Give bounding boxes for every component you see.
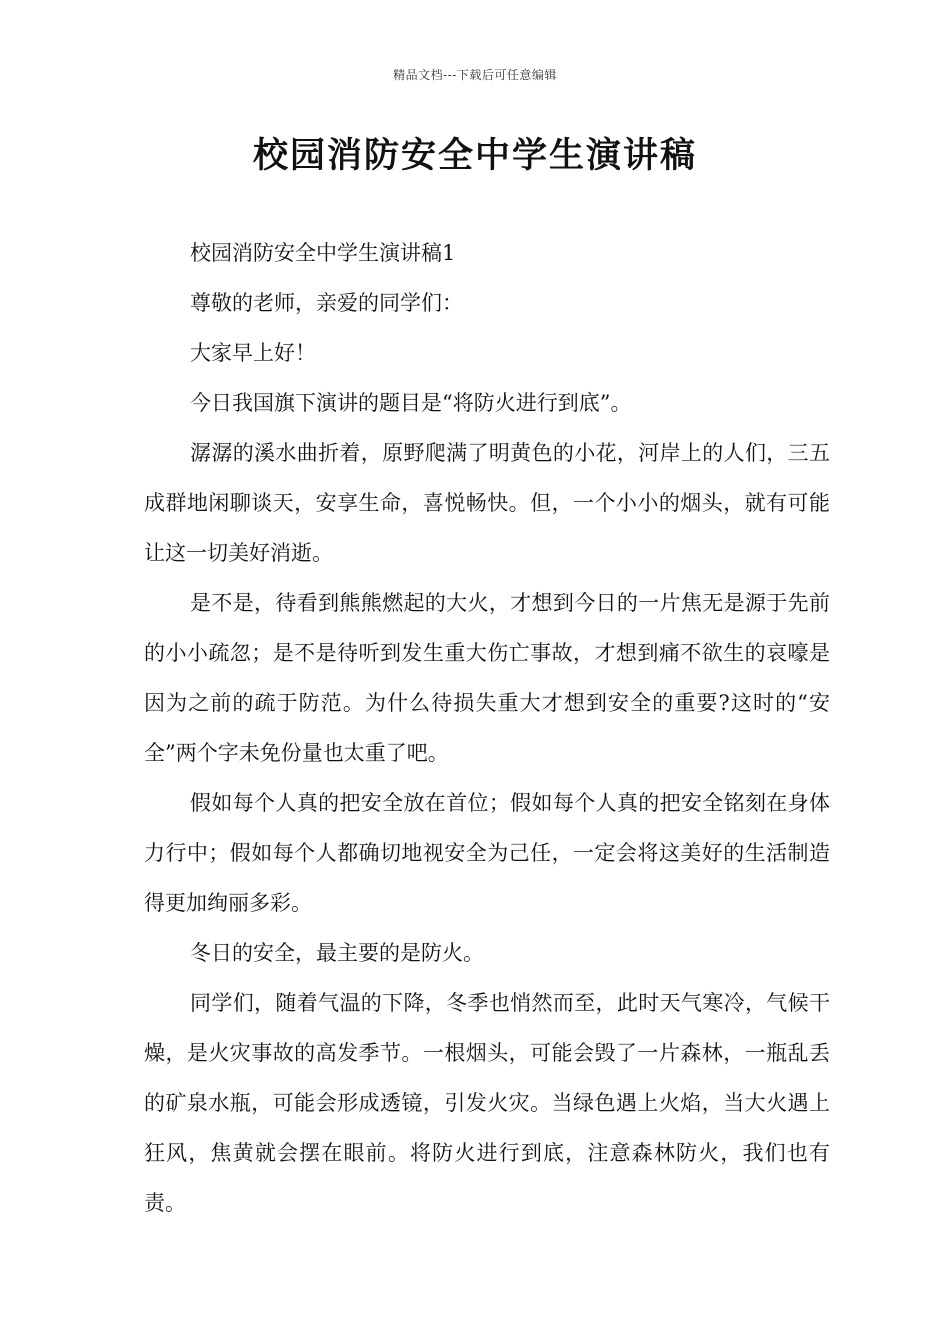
greeting-paragraph: 大家早上好！ <box>190 341 316 365</box>
body-paragraph: 潺潺的溪水曲折着，原野爬满了明黄色的小花，河岸上的人们，三五成群地闲聊谈天，安享生命，喜悦畅快。但，一个小小的烟头，就有可能让这一切美好消逝。 <box>144 441 830 565</box>
body-paragraph: 冬日的安全，最主要的是防火。 <box>190 941 484 965</box>
body-paragraph: 同学们，随着气温的下降，冬季也悄然而至，此时天气寒冷，气候干燥，是火灾事故的高发季节。一根烟头，可能会毁了一片森林，一瓶乱丢的矿泉水瓶，可能会形成透镜，引发火灾。当绿色遇上火焰，当大火遇上狂风，焦黄就会摆在眼前。将防火进行到底，注意森林防火，我们也有责。 <box>144 991 830 1215</box>
salutation-paragraph: 尊敬的老师，亲爱的同学们： <box>190 291 463 315</box>
subtitle-paragraph: 校园消防安全中学生演讲稿1 <box>190 241 456 265</box>
document-title: 校园消防安全中学生演讲稿 <box>252 136 697 176</box>
document-body <box>144 228 830 1228</box>
topic-paragraph: 今日我国旗下演讲的题目是“将防火进行到底”。 <box>190 391 632 415</box>
body-paragraph: 假如每个人真的把安全放在首位；假如每个人真的把安全铭刻在身体力行中；假如每个人都确切地视安全为己任，一定会将这美好的生活制造得更加绚丽多彩。 <box>144 791 830 915</box>
body-paragraph: 是不是，待看到熊熊燃起的大火，才想到今日的一片焦无是源于先前的小小疏忽；是不是待听到发生重大伤亡事故，才想到痛不欲生的哀嚎是因为之前的疏于防范。为什么待损失重大才想到安全的重要?这时的“安全”两个字未免份量也太重了吧。 <box>144 591 830 765</box>
header-note: 精品文档---下载后可任意编辑 <box>393 68 557 82</box>
